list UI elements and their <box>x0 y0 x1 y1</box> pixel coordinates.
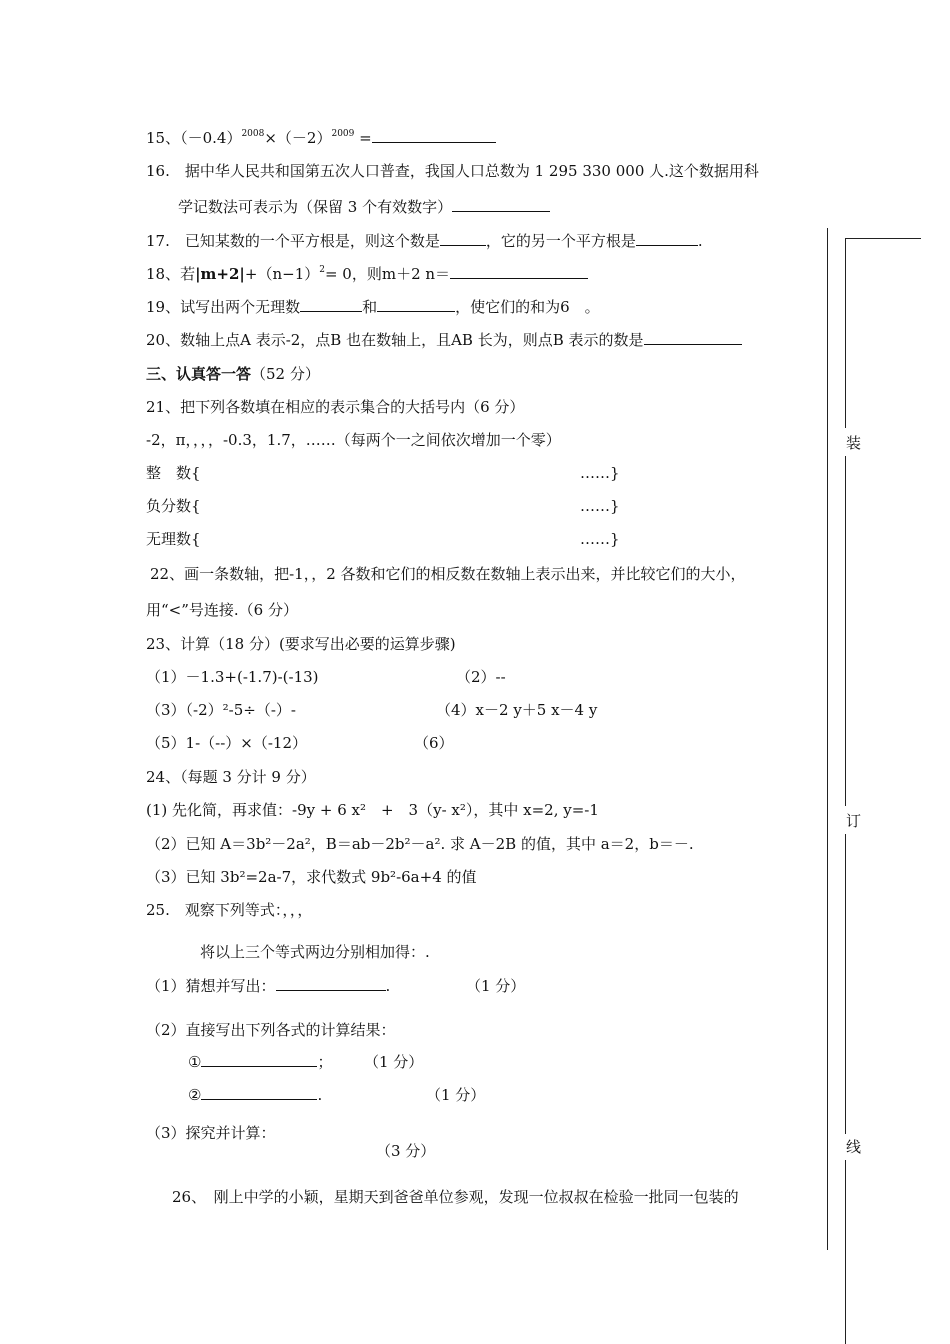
binding-cut-line-4 <box>845 1160 846 1344</box>
q21: 21、把下列各数填在相应的表示集合的大括号内（6 分） <box>146 398 525 416</box>
q26: 26、 刚上中学的小颖，星期天到爸爸单位参观，发现一位叔叔在检验一批同一包装的 <box>172 1188 739 1206</box>
binding-cut-line-2 <box>845 456 846 806</box>
q23: 23、计算（18 分）(要求写出必要的运算步骤) <box>146 635 456 653</box>
q23-part-5: （5）1-（--）×（-12） <box>146 734 308 752</box>
binding-cut-line-1 <box>845 238 846 428</box>
q15-mid: ×（－2） <box>264 129 332 147</box>
set-negative-fractions-label: 负分数{ <box>146 497 201 515</box>
q18-exp: 2 <box>319 265 325 275</box>
q18-abs: |m+2| <box>195 265 245 283</box>
q25-part-2a-points: （1 分） <box>364 1053 424 1071</box>
q25-part-1-text: （1）猜想并写出： <box>146 977 276 995</box>
q17 <box>146 231 703 251</box>
q25-sum: 将以上三个等式两边分别相加得：. <box>200 943 430 961</box>
q25-part-2b-end: . <box>317 1086 323 1104</box>
q16-line2-text: 学记数法可表示为（保留 3 个有效数字） <box>178 198 453 216</box>
q17-text-a: 17. 已知某数的一个平方根是，则这个数是 <box>146 232 440 250</box>
q25: 25. 观察下列等式：，，， <box>146 901 313 919</box>
q15-suffix: = <box>359 129 372 147</box>
binding-label-middle: 订 <box>846 812 862 830</box>
q17-text-b: ，它的另一个平方根是 <box>485 232 636 250</box>
q16-answer-blank <box>452 197 550 212</box>
q23-part-3: （3）（-2）²-5÷（-）- <box>146 701 296 719</box>
binding-label-bottom: 线 <box>846 1138 862 1156</box>
q22-line1: 22、画一条数轴，把-1，，2 各数和它们的相反数在数轴上表示出来，并比较它们的大小， <box>150 565 746 583</box>
q19-blank-1 <box>300 297 362 312</box>
q20 <box>146 330 742 350</box>
q22-line2: 用“<”号连接.（6 分） <box>146 601 298 619</box>
q25-part-1-end: . <box>385 977 391 995</box>
q24-part-2: （2）已知 A＝3b²－2a²，B＝ab－2b²－a². 求 A－2B 的值，其中 a＝2，b＝－. <box>146 835 694 853</box>
binding-cut-line-3 <box>845 834 846 1134</box>
binding-label-top: 装 <box>846 434 862 452</box>
q15-exp2: 2009 <box>331 129 355 139</box>
q17-blank-1 <box>440 231 486 246</box>
q25-part-2b <box>188 1085 322 1105</box>
q25-part-2: （2）直接写出下列各式的计算结果： <box>146 1021 396 1039</box>
set-integers-label: 整 数{ <box>146 464 201 482</box>
binding-top-rule <box>845 238 921 239</box>
q25-part-2b-blank <box>201 1085 317 1100</box>
q25-part-2a-blank <box>201 1052 317 1067</box>
set-integers-end: ……} <box>580 464 620 482</box>
q19-text-c: ，使它们的和为6 。 <box>455 298 600 316</box>
q19 <box>146 297 600 317</box>
q18-answer-blank <box>450 264 588 279</box>
set-irrationals-end: ……} <box>580 530 620 548</box>
q17-text-c: . <box>697 232 703 250</box>
q16-line1: 16. 据中华人民共和国第五次人口普查，我国人口总数为 1 295 330 000 人.这个数据用科 <box>146 162 759 180</box>
q25-part-1-blank <box>276 976 386 991</box>
q17-blank-2 <box>636 231 698 246</box>
q23-part-6: （6） <box>414 734 454 752</box>
binding-margin-line <box>827 228 828 1250</box>
q18-text-b: +（n−1） <box>244 265 320 283</box>
q25-part-1 <box>146 976 390 996</box>
q15 <box>146 128 496 148</box>
q20-text: 20、数轴上点A 表示-2，点B 也在数轴上，且AB 长为，则点B 表示的数是 <box>146 331 644 349</box>
q24-part-3: （3）已知 3b²=2a-7，求代数式 9b²-6a+4 的值 <box>146 868 477 886</box>
q15-prefix: 15、（－0.4） <box>146 129 242 147</box>
q16-line2 <box>178 197 550 217</box>
q15-exp1: 2008 <box>241 129 265 139</box>
q21-number-list: -2，π，，，，-0.3，1.7，……（每两个一之间依次增加一个零） <box>146 431 561 449</box>
q23-part-4: （4）x－2 y＋5 x－4 y <box>436 701 598 719</box>
section-3-points: （52 分） <box>251 365 320 383</box>
q20-answer-blank <box>644 330 742 345</box>
q25-part-3-points: （3 分） <box>376 1142 436 1160</box>
q25-part-2a <box>188 1052 332 1072</box>
q19-text-a: 19、试写出两个无理数 <box>146 298 301 316</box>
q23-part-2: （2）-- <box>456 668 506 686</box>
q25-part-2a-label: ① <box>188 1053 202 1071</box>
q24-part-1: (1) 先化简，再求值：-9y + 6 x² + 3（y- x²），其中 x=2, y=-1 <box>146 801 599 819</box>
q25-part-3: （3）探究并计算： <box>146 1124 276 1142</box>
q25-part-1-points: （1 分） <box>466 977 526 995</box>
q23-part-1: （1）－1.3+(-1.7)-(-13) <box>146 668 319 686</box>
set-negative-fractions-end: ……} <box>580 497 620 515</box>
section-3-title: 三、认真答一答 <box>146 365 252 383</box>
set-irrationals-label: 无理数{ <box>146 530 201 548</box>
q24: 24、（每题 3 分计 9 分） <box>146 768 316 786</box>
q19-blank-2 <box>377 297 455 312</box>
q25-part-2b-label: ② <box>188 1086 202 1104</box>
q18-text-c: = 0，则m＋2 n＝ <box>324 265 451 283</box>
q15-answer-blank <box>372 128 496 143</box>
q18-text-a: 18、若 <box>146 265 196 283</box>
q18 <box>146 264 588 284</box>
q25-part-2b-points: （1 分） <box>426 1086 486 1104</box>
q19-text-b: 和 <box>362 298 378 316</box>
q25-part-2a-end: ； <box>317 1053 333 1071</box>
section-3-heading <box>146 364 320 384</box>
